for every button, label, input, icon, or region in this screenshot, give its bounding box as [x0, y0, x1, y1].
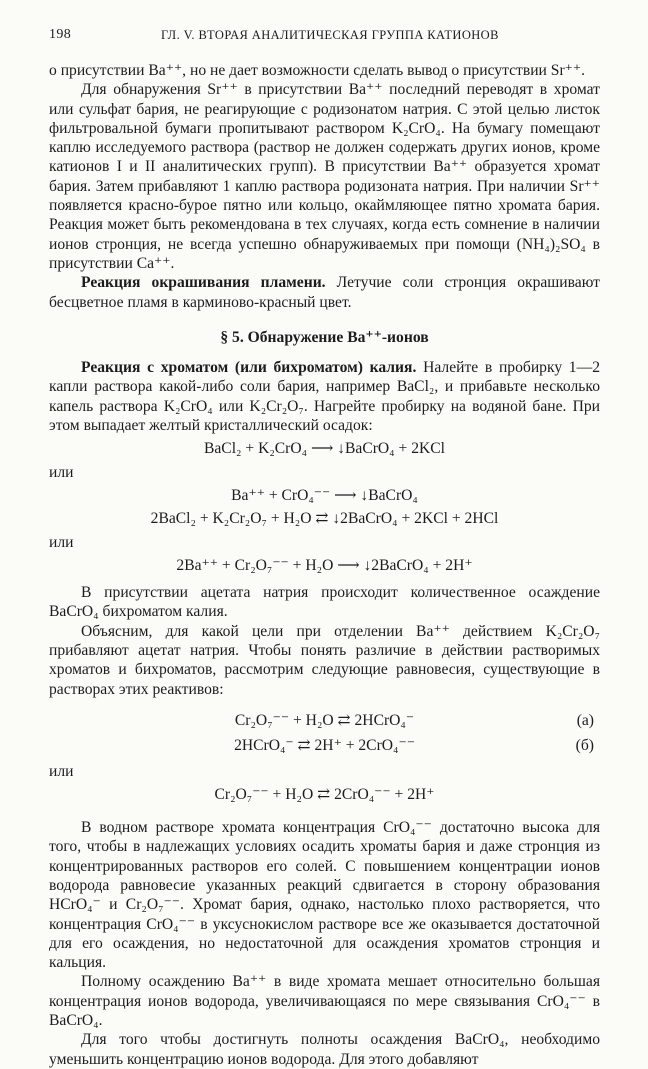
- equation: 2BaCl₂ + K₂Cr₂O₇ + H₂O ⇄ ↓2BaCrO₄ + 2KCl + 2HCl: [150, 510, 499, 528]
- running-title: ГЛ. V. ВТОРАЯ АНАЛИТИЧЕСКАЯ ГРУППА КАТИОНОВ: [161, 28, 499, 42]
- or-word: или: [49, 762, 74, 780]
- equation: 2Ba⁺⁺ + Cr₂O₇⁻⁻ + H₂O ⟶ ↓2BaCrO₄ + 2H⁺: [176, 556, 473, 574]
- equation-row: [49, 711, 600, 730]
- paragraph: [49, 358, 600, 435]
- paragraph: [49, 273, 600, 312]
- paragraph: Полному осаждению Ba⁺⁺ в виде хромата мешает относительно большая концентрация ионов водорода, увеличивающаяся по мере связывания CrO₄⁻⁻ в BaCrO₄.: [49, 973, 600, 1030]
- paragraph-lead: Реакция с хроматом (или бихроматом) калия.: [81, 359, 417, 377]
- body-text: [49, 61, 600, 1069]
- paragraph: Объясним, для какой цели при отделении Ba⁺⁺ действием K₂Cr₂O₇ прибавляют ацетат натрия. Чтобы понять различие в действии растворимых хроматов и бихроматов, рассмотрим следующие равновесия, существующие в растворах этих реактивов:: [49, 622, 600, 698]
- section-title: § 5. Обнаружение Ba⁺⁺-ионов: [220, 328, 429, 346]
- equation: Cr₂O₇⁻⁻ + H₂O ⇄ 2CrO₄⁻⁻ + 2H⁺: [214, 785, 435, 803]
- paragraph: В присутствии ацетата натрия происходит количественное осаждение BaCrO₄ бихроматом калия.: [49, 584, 600, 621]
- equation: BaCl₂ + K₂CrO₄ ⟶ ↓BaCrO₄ + 2KCl: [203, 440, 446, 458]
- or-word: или: [49, 533, 74, 551]
- paragraph-text: Летучие соли стронция окрашивают бесцветное пламя в карминово-красный цвет.: [49, 274, 600, 311]
- paragraph: Для того чтобы достигнуть полноты осаждения BaCrO₄, необходимо уменьшить концентрацию ионов водорода. Для этого добавляют: [49, 1031, 600, 1068]
- page-number: 198: [49, 27, 72, 42]
- equation: 2HCrO₄⁻ ⇄ 2H⁺ + 2CrO₄⁻⁻: [234, 737, 415, 755]
- equation-tag: (а): [576, 711, 594, 729]
- equation-tag: (б): [575, 737, 594, 755]
- paragraph-text: Налейте в пробирку 1—2 капли раствора какой-либо соли бария, например BaCl₂, и прибавьте несколько капель раствора K₂CrO₄ или K₂Cr₂O₇. Нагрейте пробирку на водяной бане. При этом выпадает желтый кристаллический осадок:: [49, 359, 600, 435]
- paragraph: В водном растворе хромата концентрация CrO₄⁻⁻ достаточно высока для того, чтобы в надлежащих условиях осадить хроматы бария и даже стронция из концентрированных растворов его солей. С повышением концентрации ионов водорода равновесие указанных реакций сдвигается в сторону образования HCrO₄⁻ и Cr₂O₇⁻⁻. Хромат бария, однако, настолько плохо растворяется, что концентрация CrO₄⁻⁻ в уксуснокислом растворе все же оказывается достаточной для его осаждения, но недостаточной для осаждения хроматов стронция и кальция.: [49, 819, 600, 972]
- paragraph: о присутствии Ba⁺⁺, но не дает возможности сделать вывод о присутствии Sr⁺⁺.: [49, 62, 586, 79]
- paragraph-lead: Реакция окрашивания пламени.: [81, 274, 326, 292]
- paragraph: Для обнаружения Sr⁺⁺ в присутствии Ba⁺⁺ последний переводят в хромат или сульфат бария, не реагирующие с родизонатом натрия. С этой целью листок фильтровальной бумаги пропитывают раствором K₂CrO₄. На бумагу помещают каплю исследуемого раствора (раствор не должен содержать других ионов, кроме катионов I и II аналитических групп). В присутствии Ba⁺⁺ образуется хромат бария. Затем прибавляют 1 каплю раствора родизоната натрия. При наличии Sr⁺⁺ появляется красно-бурое пятно или кольцо, окаймляющее пятно хромата бария. Реакция может быть рекомендована в тех случаях, когда есть сомнение в наличии ионов стронция, не всегда успешно обнаруживаемых при помощи (NH₄)₂SO₄ в присутствии Ca⁺⁺.: [49, 81, 600, 272]
- equation: Cr₂O₇⁻⁻ + H₂O ⇄ 2HCrO₄⁻: [234, 711, 415, 729]
- or-word: или: [49, 463, 74, 481]
- equation-row: [49, 736, 600, 755]
- equation: Ba⁺⁺ + CrO₄⁻⁻ ⟶ ↓BaCrO₄: [231, 486, 418, 504]
